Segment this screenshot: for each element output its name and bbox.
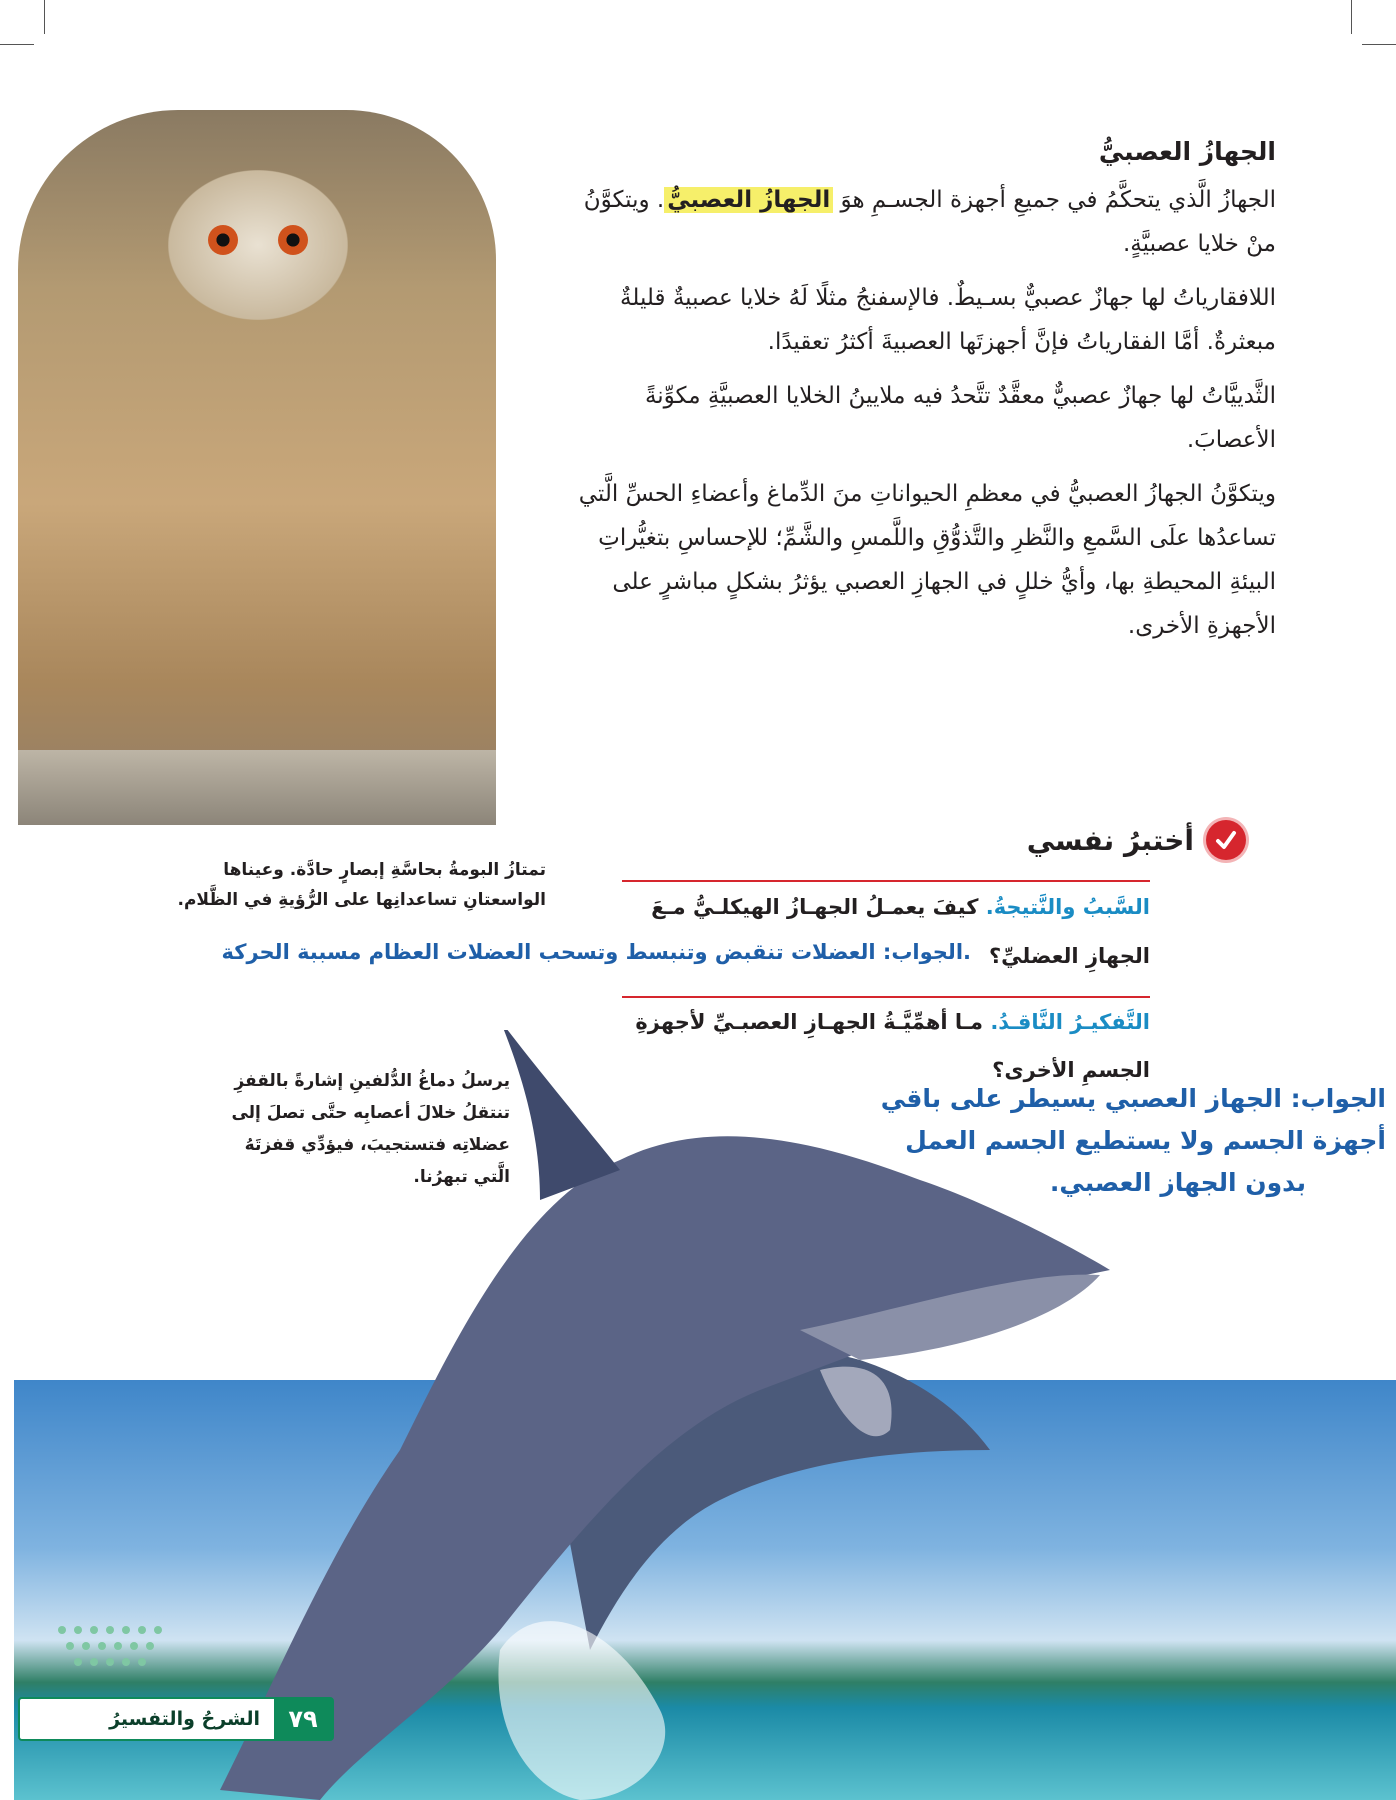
owl-caption-line-2: الواسعتانِ تساعدانِها على الرُّؤيةِ في الظَّلام. <box>177 890 546 910</box>
dolphin-caption <box>180 1065 510 1193</box>
question-divider <box>622 880 1150 882</box>
owl-branch <box>18 750 496 825</box>
highlighted-term: الجهازُ العصبيُّ <box>664 187 833 213</box>
question-2-answer <box>881 1078 1386 1204</box>
question-1-line-2: الجهازِ العضليِّ؟ <box>989 944 1150 968</box>
dolphin-dorsal-fin <box>500 1030 620 1200</box>
owl-image <box>18 110 496 825</box>
dolphin-caption-line-3: عضلاتِه فتستجيبَ، فيؤدِّي قفزتَهُ <box>244 1135 510 1155</box>
question-2-label: التَّفكيـرُ النَّاقـدُ. <box>990 1010 1150 1034</box>
page-number: ٧٩ <box>274 1699 332 1739</box>
question-2-answer-line-1: الجواب: الجهاز العصبي يسيطر على باقي <box>880 1084 1386 1113</box>
watermark-logo <box>52 1620 192 1690</box>
owl-eye-icon <box>208 225 238 255</box>
section-heading: الجهازُ العصبيُّ <box>1098 137 1276 166</box>
question-divider <box>622 996 1150 998</box>
paragraph-3: الثَّدييَّاتُ لها جهازٌ عصبيٌّ معقَّدٌ تتَّحدُ فيه ملايينُ الخلايا العصبيَّةِ مكوِّنةً الأعصابَ. <box>644 383 1276 453</box>
p1-end: . ويتكوَّنُ منْ خلايا عصبيَّةٍ. <box>583 187 1276 257</box>
crop-mark <box>1351 0 1352 34</box>
question-2-answer-line-2: أجهزة الجسم ولا يستطيع الجسم العمل <box>905 1126 1386 1155</box>
paragraph-4: ويتكوَّنُ الجهازُ العصبيُّ في معظمِ الحيواناتِ منَ الدِّماغ وأعضاءِ الحسِّ الَّتي تساعدُها علَى السَّمعِ والنَّظرِ والتَّذوُّقِ واللَّمسِ والشَّمِّ؛ للإحساسِ بتغيُّراتِ البيئةِ المحيطةِ بها، وأيُّ خللٍ في الجهازِ العصبي يؤثرُ بشكلٍ مباشرٍ على الأجهزةِ الأخرى. <box>578 481 1276 639</box>
main-text-column <box>556 130 1276 658</box>
owl-face <box>168 170 348 320</box>
question-2-answer-line-3: بدون الجهاز العصبي. <box>1049 1168 1306 1197</box>
page-footer <box>18 1697 334 1741</box>
question-1-label: السَّببُ والنَّتيجةُ. <box>985 895 1150 919</box>
crop-mark <box>44 0 45 34</box>
owl-caption-line-1: تمتازُ البومةُ بحاسَّةِ إبصارٍ حادَّة. وعيناها <box>223 860 546 880</box>
question-1-line-1 <box>651 895 1150 919</box>
crop-mark <box>1362 44 1396 45</box>
owl-eye-icon <box>278 225 308 255</box>
question-2-line-2: الجسمِ الأخرى؟ <box>992 1058 1150 1082</box>
crop-mark <box>0 44 34 45</box>
self-check-title: أختبرُ نفسي <box>1026 823 1194 857</box>
dolphin-caption-line-1: يرسلُ دماغُ الدُّلفينِ إشارةً بالقفزِ <box>234 1071 510 1091</box>
p1-start: الجهازُ الَّذي يتحكَّمُ في جميعِ أجهزة الجسـمِ هوَ <box>833 187 1276 213</box>
question-2-text-a: مـا أهمِّيَّـةُ الجهـازِ العصبـيِّ لأجهزةِ <box>635 1010 991 1034</box>
question-1-answer: .الجواب: العضلات تنقبض وتنبسط وتسحب العضلات العظام مسببة الحركة <box>221 940 971 964</box>
dolphin-caption-line-2: تنتقلُ خلالَ أعصابِه حتَّى تصلَ إلى <box>231 1103 510 1123</box>
self-check-header <box>1027 820 1246 860</box>
footer-section-label: الشرحُ والتفسيرُ <box>109 1708 260 1730</box>
paragraph-2: اللافقارياتُ لها جهازٌ عصبيٌّ بسـيطٌ. فالإسفنجُ مثلًا لَهُ خلايا عصبيةٌ قليلةٌ مبعثرةٌ. أمَّا الفقارياتُ فإنَّ أجهزتَها العصبيةَ أكثرُ تعقيدًا. <box>620 285 1276 355</box>
checkmark-icon <box>1206 820 1246 860</box>
paragraph-1 <box>556 178 1276 266</box>
owl-caption <box>106 855 546 915</box>
question-1-text-a: كيفَ يعمـلُ الجهـازُ الهيكلـيُّ مـعَ <box>651 895 986 919</box>
water-splash <box>498 1621 665 1800</box>
dolphin-caption-line-4: الَّتي تبهرُنا. <box>413 1167 510 1187</box>
